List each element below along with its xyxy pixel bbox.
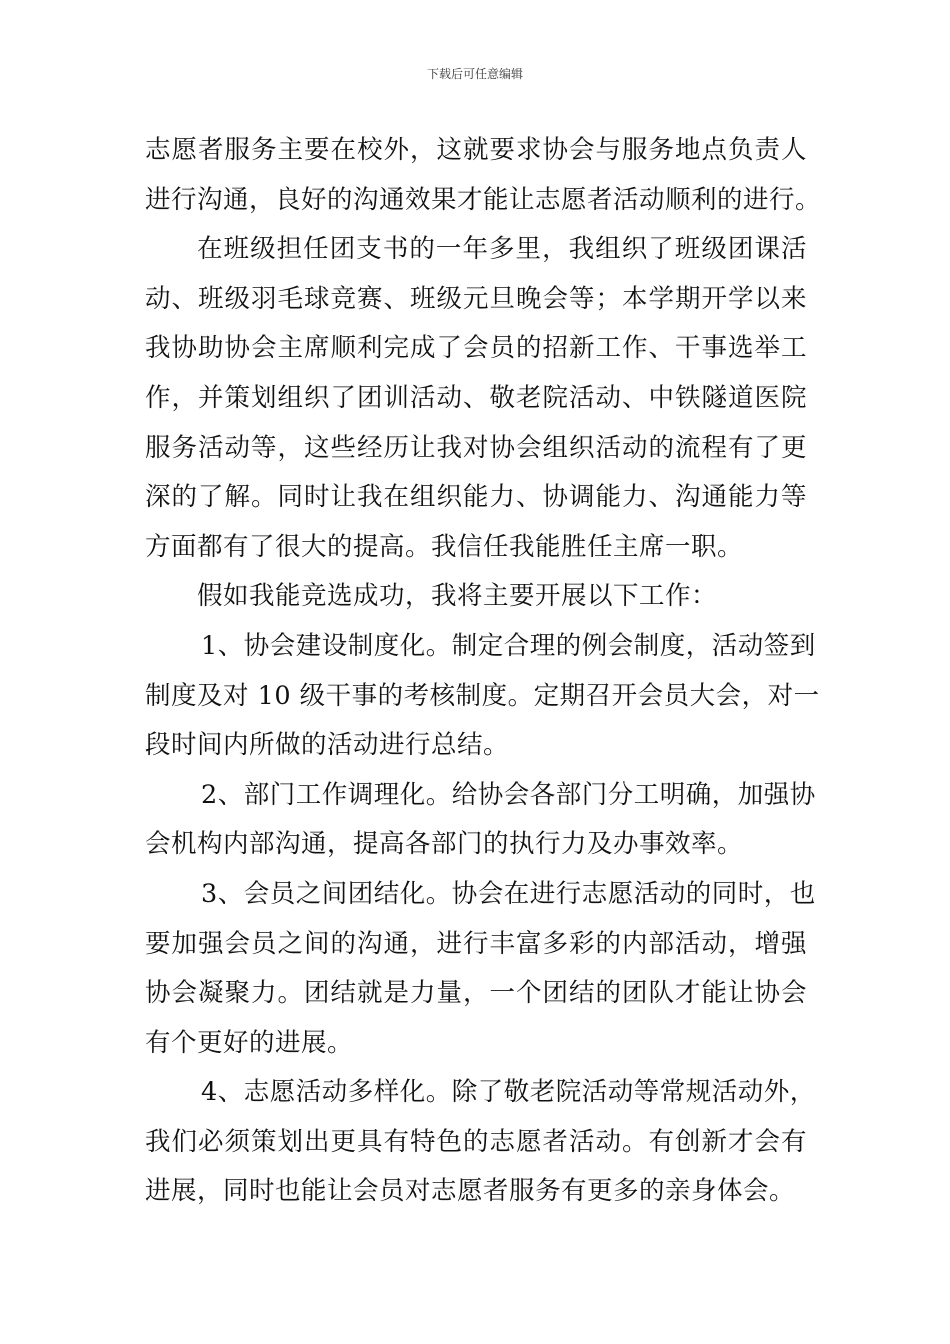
- text-line: 段时间内所做的活动进行总结。: [145, 730, 510, 761]
- text-line: 会机构内部沟通，提高各部门的执行力及办事效率。: [145, 829, 744, 860]
- text-line: 1、协会建设制度化。制定合理的例会制度，活动签到: [201, 630, 816, 661]
- text-line: 服务活动等，这些经历让我对协会组织活动的流程有了更: [145, 432, 807, 463]
- document-body: [145, 126, 822, 1217]
- paragraph: [145, 1068, 816, 1217]
- text-line: 协会凝聚力。团结就是力量，一个团结的团队才能让协会: [145, 978, 807, 1009]
- text-line: 4、志愿活动多样化。除了敬老院活动等常规活动外，: [201, 1077, 816, 1108]
- text-line: 动、班级羽毛球竞赛、班级元旦晚会等；本学期开学以来: [145, 283, 807, 314]
- text-line: 在班级担任团支书的一年多里，我组织了班级团课活: [197, 234, 807, 265]
- text-line: 3、会员之间团结化。协会在进行志愿活动的同时，也: [201, 878, 816, 909]
- paragraph: [145, 870, 816, 1068]
- text-line: 进行沟通，良好的沟通效果才能让志愿者活动顺利的进行。: [145, 184, 822, 215]
- text-line: 进展，同时也能让会员对志愿者服务有更多的亲身体会。: [145, 1176, 796, 1207]
- paragraph: [145, 126, 822, 225]
- text-line: 有个更好的进展。: [145, 1027, 354, 1058]
- paragraph: [145, 572, 807, 622]
- text-line: 方面都有了很大的提高。我信任我能胜任主席一职。: [145, 531, 744, 562]
- text-line: 制度及对 10 级干事的考核制度。定期召开会员大会，对一: [145, 680, 820, 711]
- text-line: 我协助协会主席顺利完成了会员的招新工作、干事选举工: [145, 333, 807, 364]
- page-header: 下载后可任意编辑: [426, 67, 523, 81]
- text-line: 2、部门工作调理化。给协会各部门分工明确，加强协: [201, 779, 816, 810]
- text-line: 作，并策划组织了团训活动、敬老院活动、中铁隧道医院: [145, 382, 807, 413]
- paragraph: [145, 622, 820, 771]
- text-line: 假如我能竞选成功，我将主要开展以下工作：: [197, 581, 718, 612]
- text-line: 志愿者服务主要在校外，这就要求协会与服务地点负责人: [145, 135, 807, 165]
- text-line: 我们必须策划出更具有特色的志愿者活动。有创新才会有: [145, 1126, 807, 1157]
- paragraph: [145, 771, 816, 870]
- text-line: 要加强会员之间的沟通，进行丰富多彩的内部活动，增强: [145, 928, 807, 959]
- text-line: 深的了解。同时让我在组织能力、协调能力、沟通能力等: [145, 482, 807, 513]
- paragraph: [145, 225, 807, 572]
